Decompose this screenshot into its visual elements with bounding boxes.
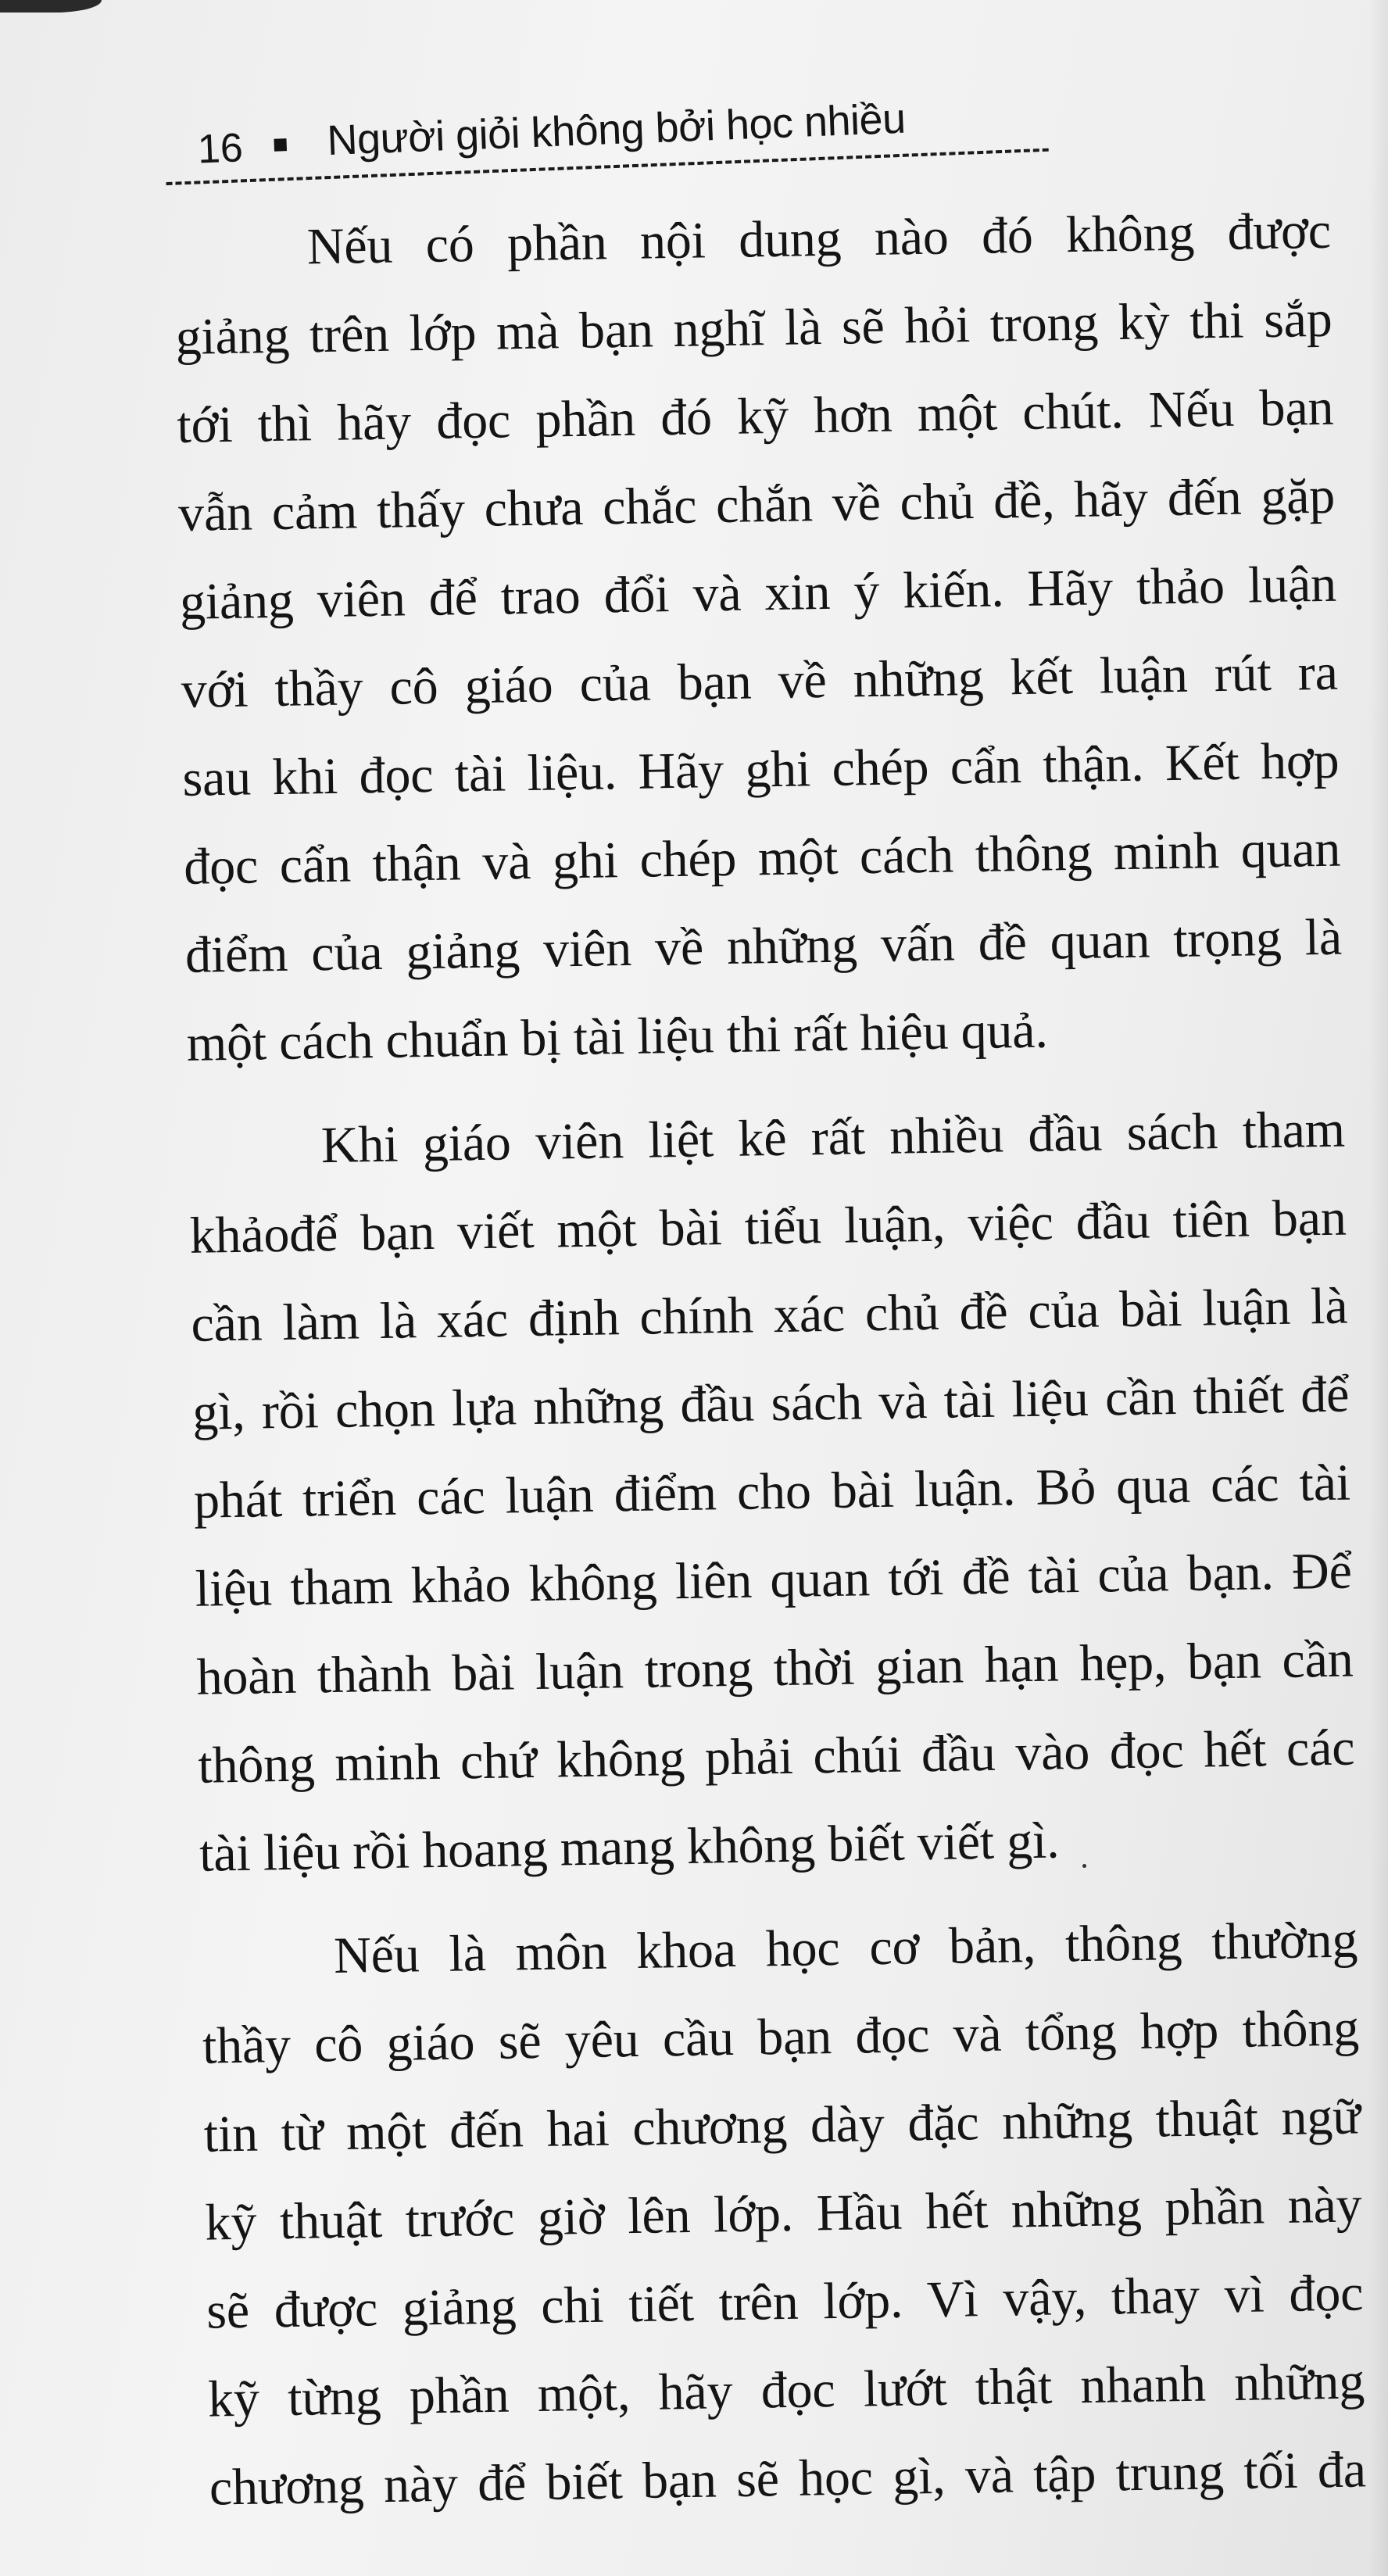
text-line: thầy cô giáo sẽ yêu cầu bạn đọc và tổng hợp thông [202, 1999, 1360, 2075]
text-line: hoàn thành bài luận trong thời gian hạn hẹp, bạn cần [196, 1630, 1354, 1706]
text-line: sẽ được giảng chi tiết trên lớp. Vì vậy, thay vì đọc [206, 2264, 1364, 2340]
text-line: phát triển các luận điểm cho bài luận. Bỏ qua các tài [193, 1454, 1351, 1530]
text-line: tới thì hãy đọc phần đó kỹ hơn một chút. Nếu bạn [176, 378, 1334, 454]
text-line: Khi giáo viên liệt kê rất nhiều đầu sách tham [320, 1100, 1346, 1175]
text-line: đọc cẩn thận và ghi chép một cách thông minh quan [183, 820, 1341, 896]
text-line: chương này để biết bạn sẽ học gì, và tập trung tối đa [209, 2441, 1367, 2517]
text-line: kỹ từng phần một, hãy đọc lướt thật nhanh những [207, 2352, 1365, 2428]
text-line: tài liệu rồi hoang mang không biết viết gì. [199, 1812, 1060, 1883]
text-line: vẫn cảm thấy chưa chắc chắn về chủ đề, hãy đến gặp [177, 467, 1336, 542]
scan-speck [1082, 1864, 1086, 1868]
running-title: Người giỏi không bởi học nhiều [326, 95, 907, 165]
page-edge-shadow [1369, 0, 1388, 2576]
paragraph [188, 1086, 1357, 1898]
scan-corner-shadow [0, 0, 102, 13]
text-line: tin từ một đến hai chương dày đặc những thuật ngữ [203, 2088, 1361, 2163]
text-line: giảng viên để trao đổi và xin ý kiến. Hãy thảo luận [179, 555, 1337, 631]
text-line: khảođể bạn viết một bài tiểu luận, việc đầu tiên bạn [189, 1189, 1347, 1265]
text-line: cần làm là xác định chính xác chủ đề của bài luận là [190, 1277, 1348, 1353]
text-line: liệu tham khảo không liên quan tới đề tài của bạn. Để [195, 1542, 1353, 1618]
paragraph [174, 187, 1344, 1088]
text-line: điểm của giảng viên về những vấn đề quan trọng là [184, 908, 1343, 984]
text-line: Nếu là môn khoa học cơ bản, thông thường [333, 1911, 1358, 1985]
text-line: Nếu có phần nội dung nào đó không được [306, 202, 1332, 276]
text-line: với thầy cô giáo của bạn về những kết luận rút ra [181, 643, 1339, 719]
paragraph [200, 1895, 1366, 2531]
text-line: kỹ thuật trước giờ lên lớp. Hầu hết những phần này [204, 2176, 1362, 2252]
text-line: thông minh chứ không phải chúi đầu vào đọc hết các [197, 1719, 1355, 1794]
body-text [174, 187, 1367, 2532]
text-line: sau khi đọc tài liệu. Hãy ghi chép cẩn thận. Kết hợp [181, 732, 1340, 807]
text-line: một cách chuẩn bị tài liệu thi rất hiệu quả. [186, 1001, 1049, 1072]
header-bullet-icon [274, 138, 287, 152]
text-line: giảng trên lớp mà bạn nghĩ là sẽ hỏi trong kỳ thi sắp [175, 290, 1333, 366]
running-header [185, 76, 1062, 172]
page-number: 16 [196, 125, 244, 173]
text-line: gì, rồi chọn lựa những đầu sách và tài liệu cần thiết để [191, 1365, 1350, 1441]
